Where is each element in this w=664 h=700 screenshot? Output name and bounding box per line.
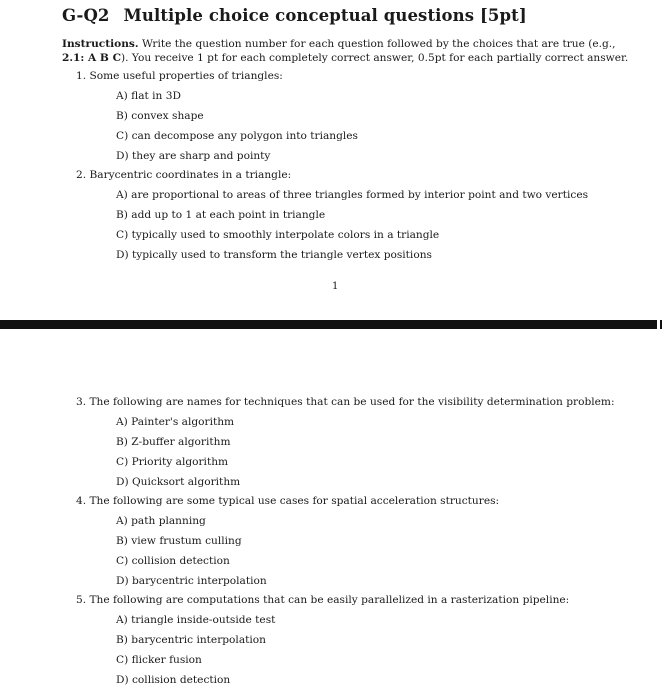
section-number: G-Q2 — [62, 6, 110, 25]
choice-3d: D) Quicksort algorithm — [116, 476, 241, 488]
choice-1c: C) can decompose any polygon into triangles — [116, 130, 358, 142]
choice-2d: D) typically used to transform the triangle vertex positions — [116, 249, 432, 261]
instructions-example: 2.1: A B C — [62, 52, 122, 64]
question-3 — [76, 396, 615, 408]
choice-1b: B) convex shape — [116, 110, 204, 122]
question-number: 1. — [76, 70, 87, 82]
choice-5d: D) collision detection — [116, 674, 231, 686]
question-2 — [76, 169, 291, 181]
question-text: The following are some typical use cases for spatial acceleration structures: — [89, 495, 500, 507]
question-number: 3. — [76, 396, 87, 408]
choice-3b: B) Z-buffer algorithm — [116, 436, 231, 448]
section-heading: Multiple choice conceptual questions [5pt] — [123, 6, 527, 25]
choice-4a: A) path planning — [116, 515, 206, 527]
question-4 — [76, 495, 499, 507]
instructions-label: Instructions. — [62, 38, 139, 50]
choice-2a: A) are proportional to areas of three triangles formed by interior point and two vertices — [116, 189, 589, 201]
divider-notch — [657, 320, 660, 329]
choice-5a: A) triangle inside-outside test — [116, 614, 276, 626]
section-title — [62, 6, 527, 25]
choice-2c: C) typically used to smoothly interpolate colors in a triangle — [116, 229, 440, 241]
choice-3c: C) Priority algorithm — [116, 456, 229, 468]
choice-1a: A) flat in 3D — [116, 90, 181, 102]
choice-3a: A) Painter's algorithm — [116, 416, 235, 428]
choice-4b: B) view frustum culling — [116, 535, 242, 547]
choice-5c: C) flicker fusion — [116, 654, 202, 666]
question-number: 2. — [76, 169, 87, 181]
question-text: The following are names for techniques that can be used for the visibility determination problem: — [89, 396, 615, 408]
instructions-line-1 — [62, 38, 616, 50]
instructions-text-2: ). You receive 1 pt for each completely correct answer, 0.5pt for each partially correct answer. — [121, 52, 629, 64]
question-text: Barycentric coordinates in a triangle: — [89, 169, 292, 181]
question-1 — [76, 70, 283, 82]
choice-2b: B) add up to 1 at each point in triangle — [116, 209, 326, 221]
page-divider — [0, 320, 664, 329]
instructions-text-1: Write the question number for each question followed by the choices that are true (e.g., — [141, 38, 616, 50]
question-5 — [76, 594, 569, 606]
question-text: Some useful properties of triangles: — [89, 70, 283, 82]
choice-4c: C) collision detection — [116, 555, 230, 567]
choice-5b: B) barycentric interpolation — [116, 634, 266, 646]
choice-4d: D) barycentric interpolation — [116, 575, 267, 587]
question-number: 5. — [76, 594, 87, 606]
page-number: 1 — [332, 281, 339, 292]
choice-1d: D) they are sharp and pointy — [116, 150, 271, 162]
instructions-line-2 — [62, 52, 628, 64]
question-text: The following are computations that can be easily parallelized in a rasterization pipeline: — [89, 594, 570, 606]
question-number: 4. — [76, 495, 87, 507]
